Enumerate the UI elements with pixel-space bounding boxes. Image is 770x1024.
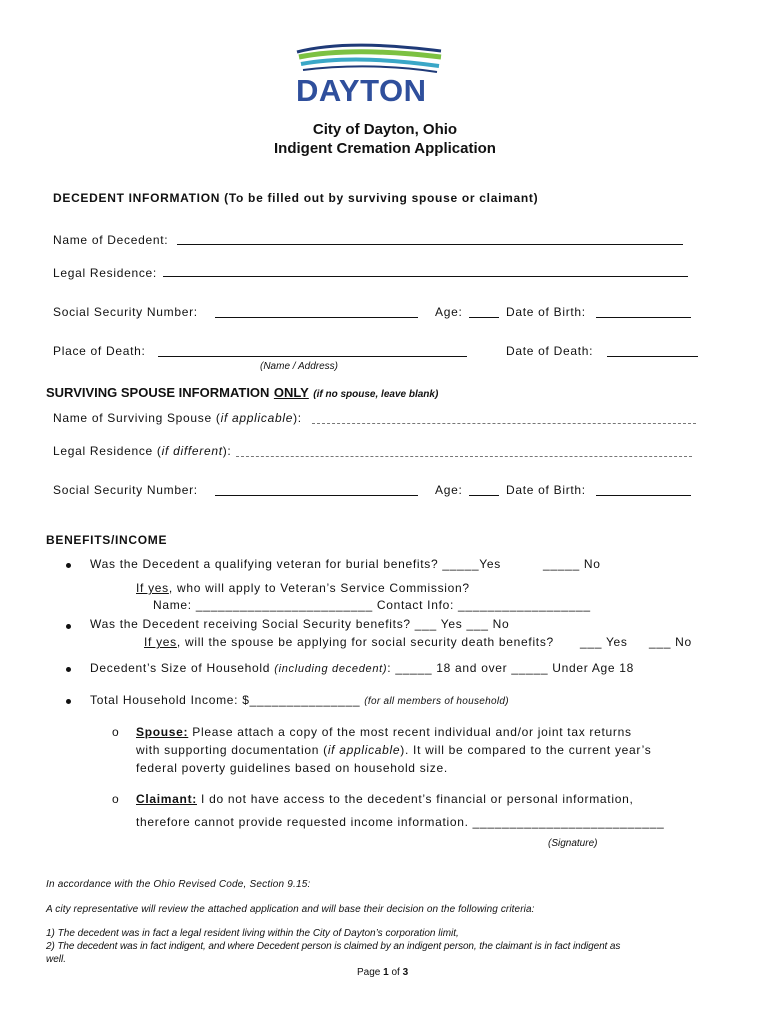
veteran-no-option: _____ No xyxy=(543,557,601,571)
orc-reference: In accordance with the Ohio Revised Code, Section 9.15: xyxy=(46,879,311,890)
spouse-income-line1: Spouse: Please attach a copy of the most recent individual and/or joint tax returns xyxy=(136,725,632,739)
spouse-ssn-label: Social Security Number: xyxy=(53,483,198,497)
spouse-age-label: Age: xyxy=(435,483,463,497)
veteran-question: Was the Decedent a qualifying veteran for burial benefits? _____Yes xyxy=(90,557,501,571)
spouse-income-line3: federal poverty guidelines based on household size. xyxy=(136,761,448,775)
city-title: City of Dayton, Ohio xyxy=(312,121,458,138)
bullet-icon xyxy=(66,624,71,629)
decedent-date-label: Date of Death: xyxy=(506,344,594,358)
death-benefits-no: ___ No xyxy=(649,635,692,649)
veteran-followup: If yes, who will apply to Veteran’s Service Commission? xyxy=(136,581,470,595)
spouse-age-field[interactable] xyxy=(469,495,499,496)
logo-wordmark: DAYTON xyxy=(296,73,427,108)
spouse-heading-only: ONLY xyxy=(273,385,309,400)
spouse-dob-field[interactable] xyxy=(596,495,691,496)
death-benefits-yes: ___ Yes xyxy=(580,635,628,649)
circle-bullet-icon: o xyxy=(112,792,119,806)
claimant-line1: Claimant: I do not have access to the decedent’s financial or personal information, xyxy=(136,792,634,806)
spouse-name-field[interactable] xyxy=(312,423,696,424)
decedent-ssn-label: Social Security Number: xyxy=(53,305,198,319)
household-size-question: Decedent’s Size of Household (including decedent): _____ 18 and over _____ Under Age 18 xyxy=(90,661,635,675)
decedent-residence-field[interactable] xyxy=(163,276,688,277)
social-security-question: Was the Decedent receiving Social Security benefits? ___ Yes ___ No xyxy=(90,617,510,631)
decedent-section-heading: DECEDENT INFORMATION (To be filled out by surviving spouse or claimant) xyxy=(53,191,539,205)
spouse-ssn-field[interactable] xyxy=(215,495,418,496)
household-income-question: Total Household Income: $_______________ (for all members of household) xyxy=(90,693,509,707)
decedent-ssn-field[interactable] xyxy=(215,317,418,318)
circle-bullet-icon: o xyxy=(112,725,119,739)
decedent-place-field[interactable] xyxy=(158,356,467,357)
criteria-2-cont: well. xyxy=(46,954,67,965)
veteran-contact-line: Name: ________________________ Contact Info: __________________ xyxy=(153,598,591,612)
decedent-age-label: Age: xyxy=(435,305,463,319)
review-statement: A city representative will review the attached application and will base their decision on the following criteria: xyxy=(46,904,535,915)
form-title: Indigent Cremation Application xyxy=(274,140,496,157)
decedent-dob-label: Date of Birth: xyxy=(506,305,586,319)
spouse-heading-note: (if no spouse, leave blank) xyxy=(313,389,439,400)
decedent-age-field[interactable] xyxy=(469,317,499,318)
bullet-icon xyxy=(66,563,71,568)
decedent-date-field[interactable] xyxy=(607,356,698,357)
place-hint: (Name / Address) xyxy=(260,361,338,372)
criteria-1: 1) The decedent was in fact a legal resident living within the City of Dayton’s corporation limit, xyxy=(46,928,459,939)
page-number: Page 1 of 3 xyxy=(357,967,409,978)
claimant-line2: therefore cannot provide requested income information. __________________________ xyxy=(136,815,665,829)
spouse-dob-label: Date of Birth: xyxy=(506,483,586,497)
spouse-name-label: Name of Surviving Spouse (if applicable): xyxy=(53,411,302,425)
spouse-residence-label: Legal Residence (if different): xyxy=(53,444,232,458)
social-security-followup: If yes, will the spouse be applying for social security death benefits? xyxy=(144,635,554,649)
bullet-icon xyxy=(66,667,71,672)
logo-swoosh-graphic xyxy=(295,42,445,76)
decedent-place-label: Place of Death: xyxy=(53,344,146,358)
criteria-2: 2) The decedent was in fact indigent, and where Decedent person is claimed by an indigent person, the claimant is in fact indigent as xyxy=(46,941,621,952)
spouse-section-heading xyxy=(46,384,438,402)
benefits-heading: BENEFITS/INCOME xyxy=(46,533,168,547)
decedent-residence-label: Legal Residence: xyxy=(53,266,157,280)
bullet-icon xyxy=(66,699,71,704)
spouse-income-line2: with supporting documentation (if applicable). It will be compared to the current year’s xyxy=(136,743,652,757)
decedent-name-label: Name of Decedent: xyxy=(53,233,169,247)
signature-hint: (Signature) xyxy=(548,838,598,849)
decedent-dob-field[interactable] xyxy=(596,317,691,318)
spouse-heading-text: SURVIVING SPOUSE INFORMATION xyxy=(46,385,270,400)
decedent-name-field[interactable] xyxy=(177,244,683,245)
spouse-residence-field[interactable] xyxy=(236,456,692,457)
